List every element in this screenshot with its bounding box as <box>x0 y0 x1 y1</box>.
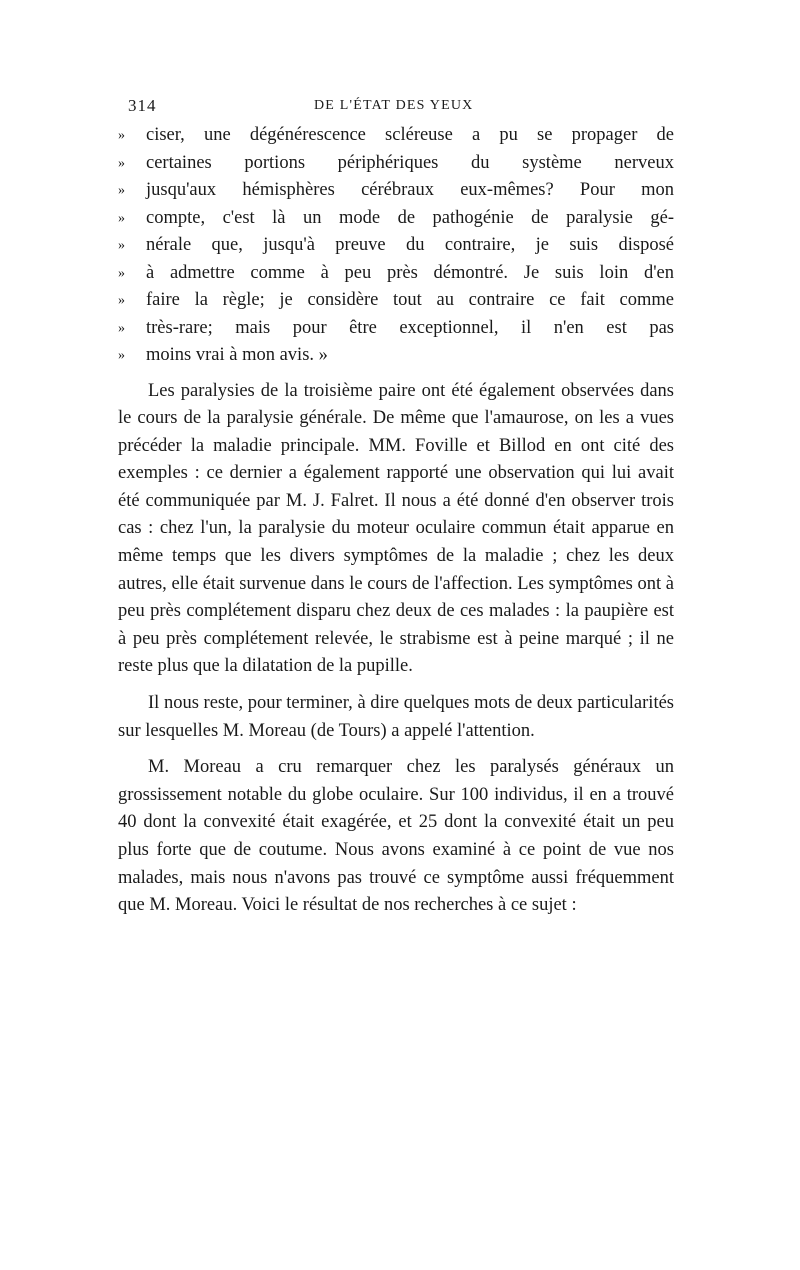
quote-mark: » <box>118 183 125 198</box>
quote-line-text: ciser, une dégénérescence scléreuse a pu se propager de <box>146 125 674 145</box>
page-number: 314 <box>128 96 157 115</box>
quote-line <box>118 342 674 370</box>
quote-line <box>118 287 674 315</box>
running-title: DE L'ÉTAT DES YEUX <box>314 98 474 113</box>
paragraph-eyeball-enlargement: M. Moreau a cru remarquer chez les paralysés généraux un grossissement notable du globe oculaire. Sur 100 individus, il en a trouvé 40 dont la convexité était exagérée, et 25 dont la convexité était un peu plus forte que de coutume. Nous avons examiné à ce point de vue nos malades, mais nous n'avons pas trouvé ce symptôme aussi fréquemment que M. Moreau. Voici le résultat de nos recherches à ce sujet : <box>118 757 674 916</box>
quote-mark: » <box>118 265 125 281</box>
quote-mark: » <box>118 238 125 253</box>
quote-line <box>118 315 674 343</box>
quote-line-text: moins vrai à mon avis. » <box>146 345 328 365</box>
quote-line <box>118 205 674 233</box>
quote-mark: » <box>118 128 125 143</box>
paragraph-moreau-particularities: Il nous reste, pour terminer, à dire quelques mots de deux particularités sur lesquelles M. Moreau (de Tours) a appelé l'attention. <box>118 693 674 741</box>
quote-mark: » <box>118 320 125 336</box>
quote-line <box>118 177 674 205</box>
quote-mark: » <box>118 293 125 308</box>
quote-line <box>118 260 674 288</box>
quote-line-text: compte, c'est là un mode de pathogénie de paralysie gé- <box>146 207 674 228</box>
quote-mark: » <box>118 210 125 226</box>
quote-line-text: jusqu'aux hémisphères cérébraux eux-mêmes? Pour mon <box>146 180 674 200</box>
quotation-block <box>118 122 674 370</box>
quote-line-text: certaines portions périphériques du système nerveux <box>146 152 674 173</box>
quote-line-text: nérale que, jusqu'à preuve du contraire, je suis disposé <box>146 235 674 255</box>
quote-mark: » <box>118 155 125 171</box>
quote-line-text: faire la règle; je considère tout au contraire ce fait comme <box>146 290 674 310</box>
quote-line <box>118 122 674 150</box>
quote-mark: » <box>118 348 125 363</box>
running-head <box>118 92 674 122</box>
quote-line <box>118 232 674 260</box>
book-page <box>118 92 674 920</box>
quote-line <box>118 150 674 178</box>
paragraph-third-nerve-paralysis: Les paralysies de la troisième paire ont été également observées dans le cours de la paralysie générale. De même que l'amaurose, on les a vues précéder la maladie principale. MM. Foville et Billod en ont cité des exemples : ce dernier a également rapporté une observation qui lui avait été communiquée par M. J. Falret. Il nous a été donné d'en observer trois cas : chez l'un, la paralysie du moteur oculaire commun était apparue en même temps que les divers symptômes de la maladie ; chez les deux autres, elle était survenue dans le cours de l'affection. Les symptômes ont à peu près complétement disparu chez deux de ces malades : la paupière est à peu près complétement relevée, le strabisme est à peine marqué ; il ne reste plus que la dilatation de la pupille. <box>118 380 674 677</box>
quote-line-text: très-rare; mais pour être exceptionnel, il n'en est pas <box>146 317 674 338</box>
quote-line-text: à admettre comme à peu près démontré. Je suis loin d'en <box>146 262 674 283</box>
